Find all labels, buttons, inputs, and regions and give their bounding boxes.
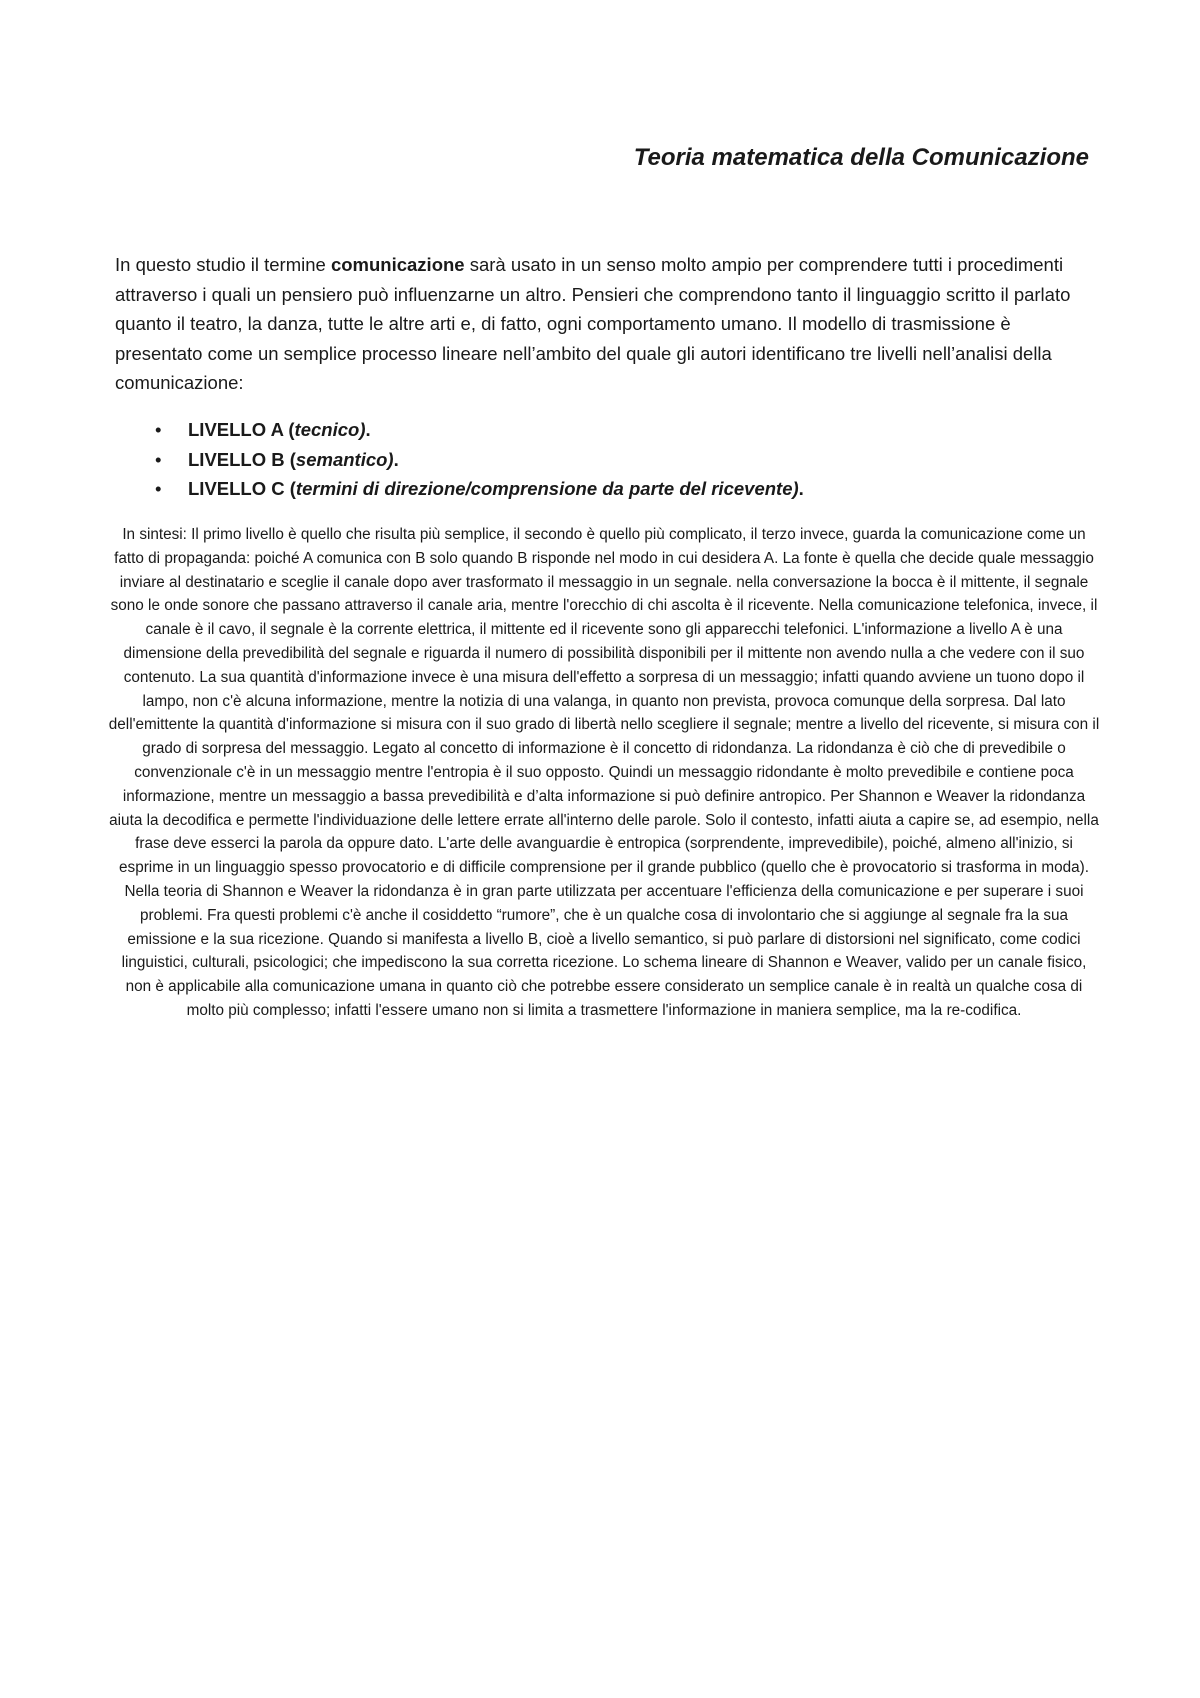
bullet-icon: • bbox=[155, 448, 162, 470]
intro-bold-term: comunicazione bbox=[330, 254, 465, 275]
level-detail: semantico) bbox=[295, 448, 394, 470]
level-end: . bbox=[365, 419, 371, 440]
document-title: Teoria matematica della Comunicazione bbox=[633, 144, 1089, 171]
level-label: LIVELLO B ( bbox=[188, 448, 296, 470]
list-item-level-a bbox=[155, 415, 804, 445]
list-item-level-c bbox=[155, 474, 804, 504]
level-end: . bbox=[798, 478, 804, 499]
level-detail: tecnico) bbox=[294, 419, 366, 440]
intro-text-end: sarà usato in un senso molto ampio per comprendere tutti i procedimenti attraverso i quali un pensiero può influenzarne un altro. Pensieri che comprendono tanto il linguaggio scritto il parlato quanto il teatro, la danza, tutte le altre arti e, di fatto, ogni comportamento umano. Il modello di trasmissione è presentato come un semplice processo lineare nell’ambito del quale gli autori identificano tre livelli nell’analisi della comunicazione: bbox=[115, 254, 1071, 393]
summary-paragraph: In sintesi: Il primo livello è quello che risulta più semplice, il secondo è quello più complicato, il terzo invece, guarda la comunicazione come un fatto di propaganda: poiché A comunica con B solo quando B risponde nel modo in cui desidera A. La fonte è quella che decide quale messaggio inviare al destinatario e sceglie il canale dopo aver trasformato il messaggio in un segnale. nella conversazione la bocca è il mittente, il segnale sono le onde sonore che passano attraverso il canale aria, mentre l'orecchio di chi ascolta è il ricevente. Nella comunicazione telefonica, invece, il canale è il cavo, il segnale è la corrente elettrica, il mittente ed il ricevente sono gli apparecchi telefonici. L'informazione a livello A è una dimensione della prevedibilità del segnale e riguarda il numero di possibilità disponibili per il mittente non avendo nulla a che vedere con il suo contenuto. La sua quantità d'informazione invece è una misura dell'effetto a sorpresa di un messaggio; infatti quando avviene un tuono dopo il lampo, non c'è alcuna informazione, mentre la notizia di una valanga, in quanto non prevista, provoca comunque della sorpresa. Dal lato dell'emittente la quantità d'informazione si misura con il suo grado di libertà nello scegliere il segnale; mentre a livello del ricevente, si misura con il grado di sorpresa del messaggio. Legato al concetto di informazione è il concetto di ridondanza. La ridondanza è ciò che di prevedibile o convenzionale c'è in un messaggio mentre l'entropia è il suo opposto. Quindi un messaggio ridondante è molto prevedibile e contiene poca informazione, mentre un messaggio a bassa prevedibilità e d’alta informazione si può definire antropico. Per Shannon e Weaver la ridondanza aiuta la decodifica e permette l'individuazione delle lettere errate all'interno delle parole. Solo il contesto, infatti aiuta a capire se, ad esempio, nella frase deve esserci la parola da oppure dato. L'arte delle avanguardie è entropica (sorprendente, imprevedibile), poiché, almeno all'inizio, si esprime in un linguaggio spesso provocatorio e di difficile comprensione per il grande pubblico (quello che è provocatorio si trasforma in moda). Nella teoria di Shannon e Weaver la ridondanza è in gran parte utilizzata per accentuare l'efficienza della comunicazione e per superare i suoi problemi. Fra questi problemi c'è anche il cosiddetto “rumore”, che è un qualche cosa di involontario che si aggiunge al segnale fra la sua emissione e la sua ricezione. Quando si manifesta a livello B, cioè a livello semantico, si può parlare di distorsioni nel significato, come codici linguistici, culturali, psicologici; che impediscono la sua corretta ricezione. Lo schema lineare di Shannon e Weaver, valido per un canale fisico, non è applicabile alla comunicazione umana in quanto ciò che potrebbe essere considerato un semplice canale è in realtà un qualche cosa di molto più complesso; infatti l'essere umano non si limita a trasmettere l'informazione in maniera semplice, ma la re-codifica. bbox=[108, 526, 1100, 1019]
levels-list bbox=[155, 415, 804, 504]
bullet-icon: • bbox=[155, 478, 162, 499]
intro-paragraph bbox=[115, 250, 1095, 398]
level-detail: termini di direzione/comprensione da parte del ricevente) bbox=[295, 478, 799, 499]
level-label: LIVELLO C ( bbox=[188, 478, 296, 499]
bullet-icon: • bbox=[155, 419, 162, 440]
intro-text-start: In questo studio il termine bbox=[115, 254, 331, 275]
level-end: . bbox=[393, 448, 399, 470]
list-item-level-b bbox=[155, 445, 804, 475]
level-label: LIVELLO A ( bbox=[188, 419, 295, 440]
